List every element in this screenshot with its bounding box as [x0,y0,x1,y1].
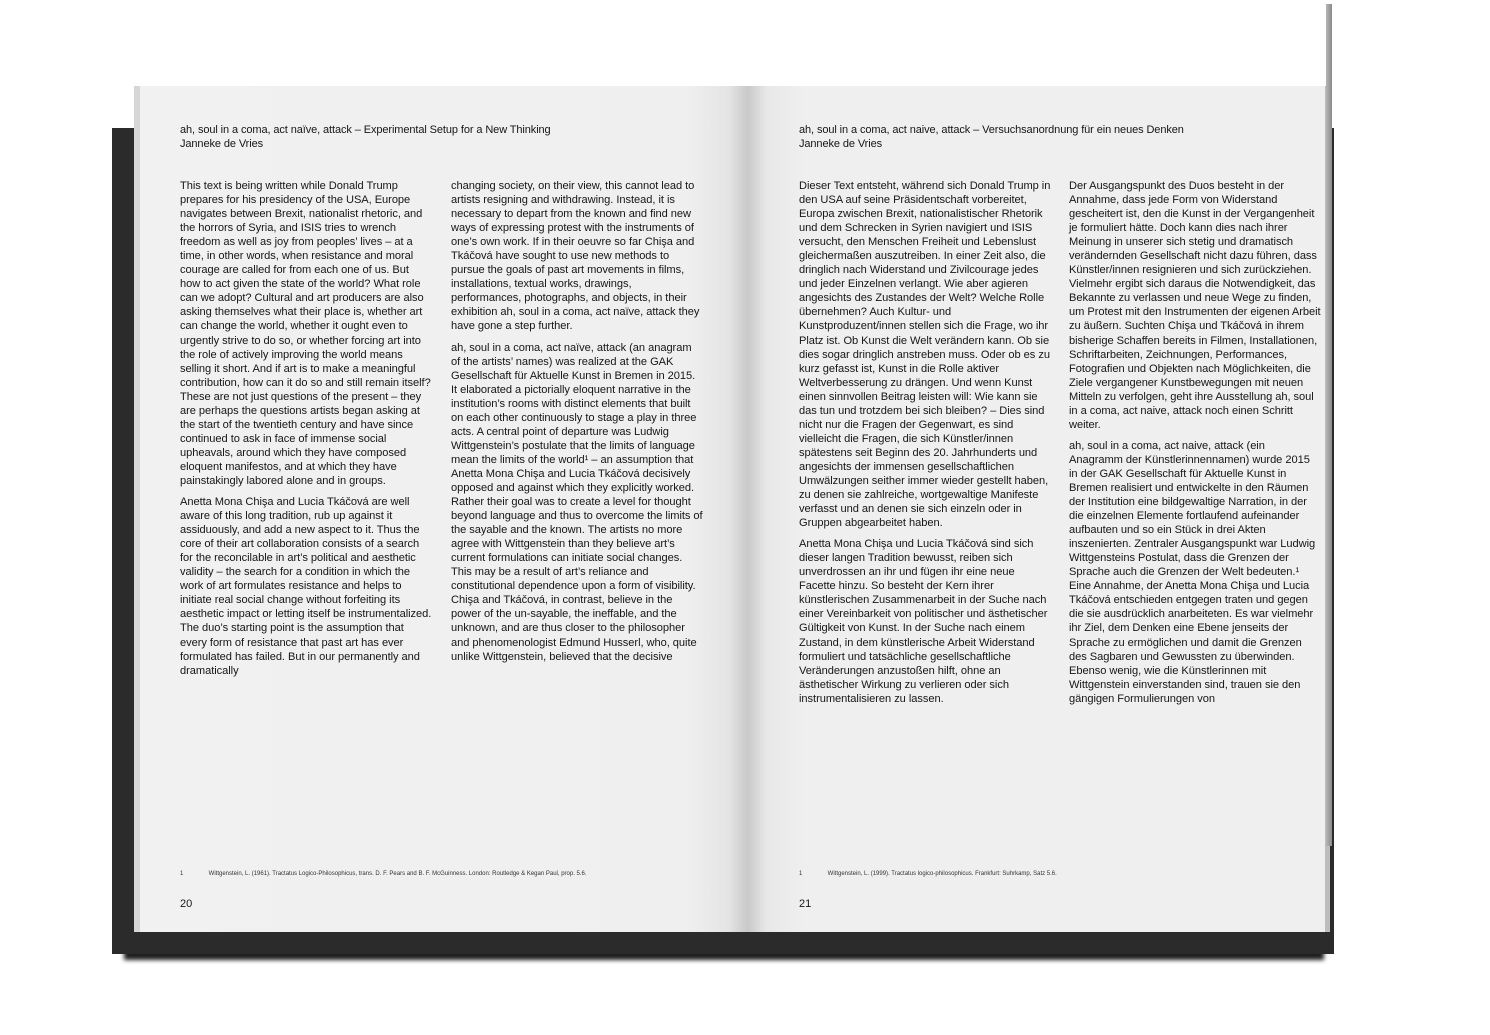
left-page [134,86,748,932]
text-column-2 [451,179,703,671]
paragraph: Der Ausgangspunkt des Duos besteht in der Annahme, dass jede Form von Widerstand gescheitert ist, den die Kunst in der Vergangenheit je formuliert hätte. Doch kann dies nach ihrer Meinung in unserer sich stetig und dramatisch verändernden Gesellschaft nicht dazu führen, dass Künstler/innen resignieren und sich zurückziehen. Vielmehr ergibt sich daraus die Notwendigkeit, das Bekannte zu verlassen und neue Wege zu finden, um Protest mit den Instrumenten der eigenen Arbeit zu äußern. Suchten Chişa und Tkáčová in ihrem bisherige Schaffen bereits in Filmen, Installationen, Schriftarbeiten, Zeichnungen, Performances, Fotografien und Objekten nach Möglichkeiten, die Ziele vergangener Kunstbewegungen mit neuen Mitteln zu verfolgen, geht ihre Ausstellung ah, soul in a coma, act naive, attack noch einen Schritt weiter. [1069,180,1321,431]
running-head-author: Janneke de Vries [180,138,263,150]
footnote-text: Wittgenstein, L. (1999). Tractatus logico-philosophicus. Frankfurt: Suhrkamp, Satz 5.6. [827,871,1057,877]
paragraph: This text is being written while Donald Trump prepares for his presidency of the USA, Europe navigates between Brexit, nationalist rhetoric, and the horrors of Syria, and ISIS tries to wrench freedom as well as joy from peoples’ lives – at a time, in other words, when resistance and moral courage are called for from each one of us. But how to act given the state of the world? What role can we adopt? Cultural and art producers are also asking themselves what their place is, whether art can change the world, whether it ought even to urgently strive to do so, or whether forcing art into the role of actively improving the world means selling it short. And if art is to make a meaningful contribution, how can it do so and still remain itself? These are not just questions of the present – they are perhaps the questions artists began asking at the start of the twentieth century and have since continued to ask in face of immense social upheavals, around which they have composed eloquent manifestos, and at which they have painstakingly labored alone and in groups. [180,180,431,487]
running-head [799,123,1184,151]
footnote-number: 1 [799,871,803,877]
paragraph: ah, soul in a coma, act naive, attack (ein Anagramm der Künstlerinnennamen) wurde 2015 in der GAK Gesellschaft für Aktuelle Kunst in Bremen realisiert und entwickelte in den Räumen der Institution eine bildgewaltige Narration, in der die einzelnen Elemente fortlaufend aufeinander aufbauten und so ein Stück in drei Akten inszenierten. Zentraler Ausgangspunkt war Ludwig Wittgensteins Postulat, dass die Grenzen der Sprache auch die Grenzen der Welt bedeuten.¹ Eine Annahme, der Anetta Mona Chişa und Lucia Tkáčová entschieden entgegen traten und gegen die sie ausdrücklich anarbeiteten. Es war vielmehr ihr Ziel, dem Denken eine Ebene jenseits der Sprache zu ermöglichen und damit die Grenzen des Sagbaren und Gewussten zu überwinden. Ebenso wenig, wie die Künstlerinnen mit Wittgenstein einverstanden sind, trauen sie den gängigen Formulierungen von [1069,439,1316,705]
paragraph: Dieser Text entsteht, während sich Donald Trump in den USA auf seine Präsidentschaft vorbereitet, Europa zwischen Brexit, nationalistischer Rhetorik und dem Schrecken in Syrien navigiert und ISIS versucht, den Menschen Freiheit und Lebenslust gleichermaßen auszutreiben. In einer Zeit also, die dringlich nach Widerstand und Zivilcourage jedes und jeder Einzelnen verlangt. Wie aber agieren angesichts des Zustandes der Welt? Welche Rolle übernehmen? Auch Kultur- und Kunstproduzent/innen stellen sich die Frage, wo ihr Platz ist. Ob Kunst die Welt verändern kann. Ob sie dies sogar dringlich anstreben muss. Oder ob es zu kurz gefasst ist, Kunst in die Rolle aktiver Weltverbesserung zu drängen. Und wenn Kunst einen sinnvollen Beitrag leisten will: Wie kann sie das tun und trotzdem bei sich bleiben? – Dies sind nicht nur die Fragen der Gegenwart, es sind vielleicht die Fragen, die sich Künstler/innen spätestens seit Beginn des 20. Jahrhunderts und angesichts der immensen gesellschaftlichen Umwälzungen seither immer wieder gestellt haben, zu denen sie zahlreiche, wortgewaltige Manifeste verfasst und an denen sie sich einzeln oder in Gruppen abgearbeitet haben. [799,180,1051,530]
text-column-1 [799,179,1051,713]
paragraph: Anetta Mona Chişa und Lucia Tkáčová sind sich dieser langen Tradition bewusst, reiben sich unverdrossen an ihr und fügen ihr eine neue Facette hinzu. So besteht der Kern ihrer künstlerischen Zusammenarbeit in der Suche nach einer Vereinbarkeit von politischer und ästhetischer Gültigkeit von Kunst. In der Suche nach einem Zustand, in dem künstlerische Arbeit Widerstand formuliert und tatsächliche gesellschaftliche Veränderungen anzustoßen hilft, ohne an ästhetischer Wirkung zu verlieren oder sich instrumentalisieren zu lassen. [799,538,1048,705]
paragraph: changing society, on their view, this cannot lead to artists resigning and withdrawing. Instead, it is necessary to depart from the known and find new ways of expressing protest with the instruments of one’s own work. If in their oeuvre so far Chişa and Tkáčová have sought to use new methods to pursue the goals of past art movements in films, installations, textual works, drawings, performances, photographs, and objects, in their exhibition ah, soul in a coma, act naïve, attack they have gone a step further. [451,180,700,333]
open-book-spread [134,86,1330,932]
footnote-text: Wittgenstein, L. (1961). Tractatus Logico-Philosophicus, trans. D. F. Pears and B. F. McGuinness. London: Routledge & Kegan Paul, prop. 5.6. [208,871,587,877]
text-column-1 [180,179,432,685]
paragraph: Anetta Mona Chişa and Lucia Tkáčová are well aware of this long tradition, rub up against it assiduously, and add a new aspect to it. Thus the core of their art collaboration consists of a search for the reconcilable in art’s political and aesthetic validity – the search for a condition in which the work of art formulates resistance and helps to initiate real social change without forfeiting its aesthetic impact or letting itself be instrumentalized. The duo’s starting point is the assumption that every form of resistance that past art has ever formulated has failed. But in our permanently and dramatically [180,496,432,677]
running-head-author: Janneke de Vries [799,138,882,150]
paragraph: ah, soul in a coma, act naïve, attack (an anagram of the artists’ names) was realized at the GAK Gesellschaft für Aktuelle Kunst in Bremen in 2015. It elaborated a pictorially eloquent narrative in the institution’s rooms with distinct elements that built on each other continuously to stage a play in three acts. A central point of departure was Ludwig Wittgenstein’s postulate that the limits of language mean the limits of the world¹ – an assumption that Anetta Mona Chişa and Lucia Tkáčová decisively opposed and against which they explicitly worked. Rather their goal was to create a level for thought beyond language and thus to overcome the limits of the sayable and the known. The artists no more agree with Wittgenstein than they believe art’s current formulations can initiate social changes. This may be a result of art’s reliance and constitutional dependence upon a form of visibility. Chişa and Tkáčová, in contrast, believe in the power of the un-sayable, the ineffable, and the unknown, and are thus closer to the philosopher and phenomenologist Edmund Husserl, who, quite unlike Wittgenstein, believed that the decisive [451,341,703,663]
page-number: 21 [799,898,812,910]
page-edges [1326,4,1332,846]
page-number: 20 [180,898,193,910]
running-head-title: ah, soul in a coma, act naive, attack – Versuchsanordnung für ein neues Denken [799,124,1184,136]
text-column-2 [1069,179,1321,713]
right-page [748,86,1330,932]
footnote [180,870,587,878]
footnote-number: 1 [180,871,184,877]
footnote [799,870,1057,878]
running-head-title: ah, soul in a coma, act naïve, attack – Experimental Setup for a New Thinking [180,124,551,136]
running-head [180,123,551,151]
